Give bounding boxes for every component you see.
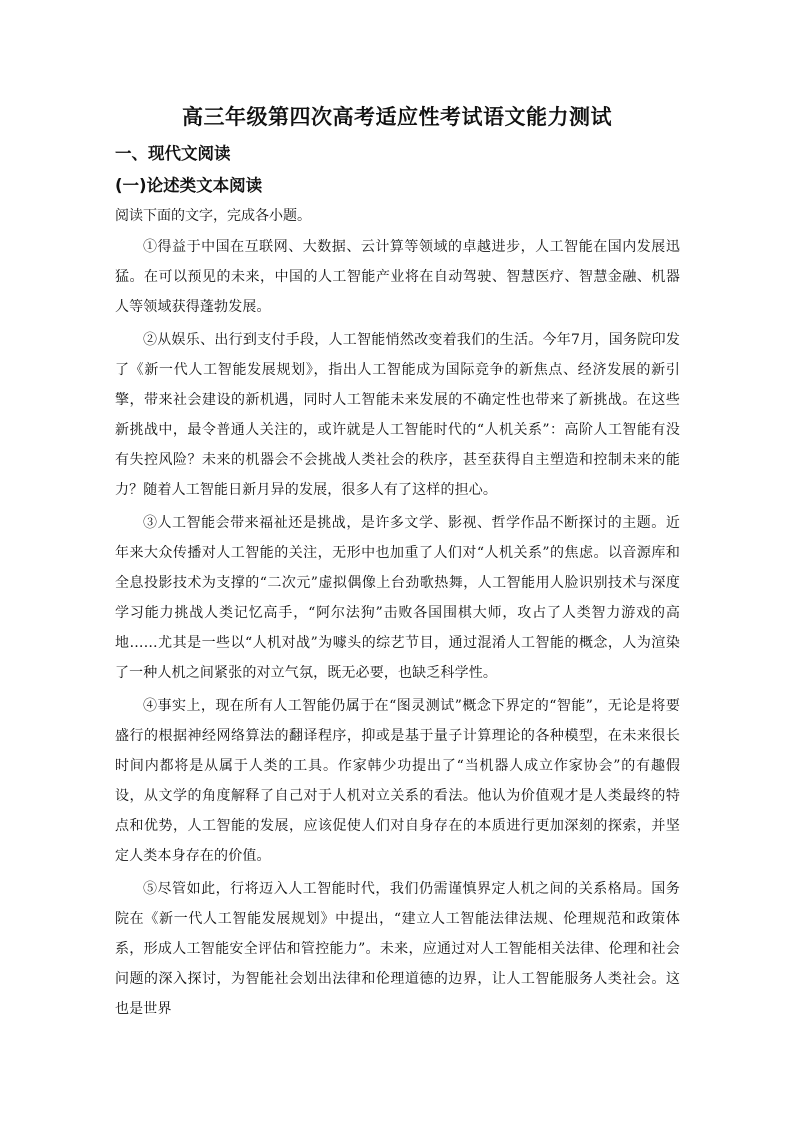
paragraph: ⑤尽管如此，行将迈入人工智能时代，我们仍需谨慎界定人机之间的关系格局。国务院在《新一代人工智能发展规划》中提出，“建立人工智能法律法规、伦理规范和政策体系，形成人工智能安全评估和管控能力”。未来，应通过对人工智能相关法律、伦理和社会问题的深入探讨，为智能社会划出法律和伦理道德的边界，让人工智能服务人类社会。这也是世界 [115, 881, 680, 1017]
section-heading-reading: 一、现代文阅读 [115, 144, 231, 163]
article-body [115, 232, 680, 1027]
page-title: 高三年级第四次高考适应性考试语文能力测试 [182, 104, 612, 129]
paragraph: ②从娱乐、出行到支付手段，人工智能悄然改变着我们的生活。今年7月，国务院印发了《新一代人工智能发展规划》，指出人工智能成为国际竞争的新焦点、经济发展的新引擎，带来社会建设的新机遇，同时人工智能未来发展的不确定性也带来了新挑战。在这些新挑战中，最令普通人关注的，或许就是人工智能时代的“人机关系”：高阶人工智能有没有失控风险？未来的机器会不会挑战人类社会的秩序，甚至获得自主塑造和控制未来的能力？随着人工智能日新月异的发展，很多人有了这样的担心。 [115, 332, 680, 498]
reading-instruction: 阅读下面的文字，完成各小题。 [115, 208, 311, 224]
paragraph: ①得益于中国在互联网、大数据、云计算等领域的卓越进步，人工智能在国内发展迅猛。在可以预见的未来，中国的人工智能产业将在自动驾驶、智慧医疗、智慧金融、机器人等领域获得蓬勃发展。 [115, 239, 680, 315]
subsection-heading-argumentative: (一)论述类文本阅读 [115, 176, 263, 195]
paragraph: ③人工智能会带来福祉还是挑战，是许多文学、影视、哲学作品不断探讨的主题。近年来大众传播对人工智能的关注，无形中也加重了人们对“人机关系”的焦虑。以音源库和全息投影技术为支撑的“二次元”虚拟偶像上台劲歌热舞，人工智能用人脸识别技术与深度学习能力挑战人类记忆高手，“阿尔法狗”击败各国围棋大师，攻占了人类智力游戏的高地……尤其是一些以“人机对战”为噱头的综艺节目，通过混淆人工智能的概念，人为渲染了一种人机之间紧张的对立气氛，既无必要，也缺乏科学性。 [115, 515, 680, 681]
paragraph: ④事实上，现在所有人工智能仍属于在“图灵测试”概念下界定的“智能”，无论是将要盛行的根据神经网络算法的翻译程序，抑或是基于量子计算理论的各种模型，在未来很长时间内都将是从属于人类的工具。作家韩少功提出了“当机器人成立作家协会”的有趣假设，从文学的角度解释了自己对于人机对立关系的看法。他认为价值观才是人类最终的特点和优势，人工智能的发展，应该促使人们对自身存在的本质进行更加深刻的探索，并坚定人类本身存在的价值。 [115, 698, 680, 864]
